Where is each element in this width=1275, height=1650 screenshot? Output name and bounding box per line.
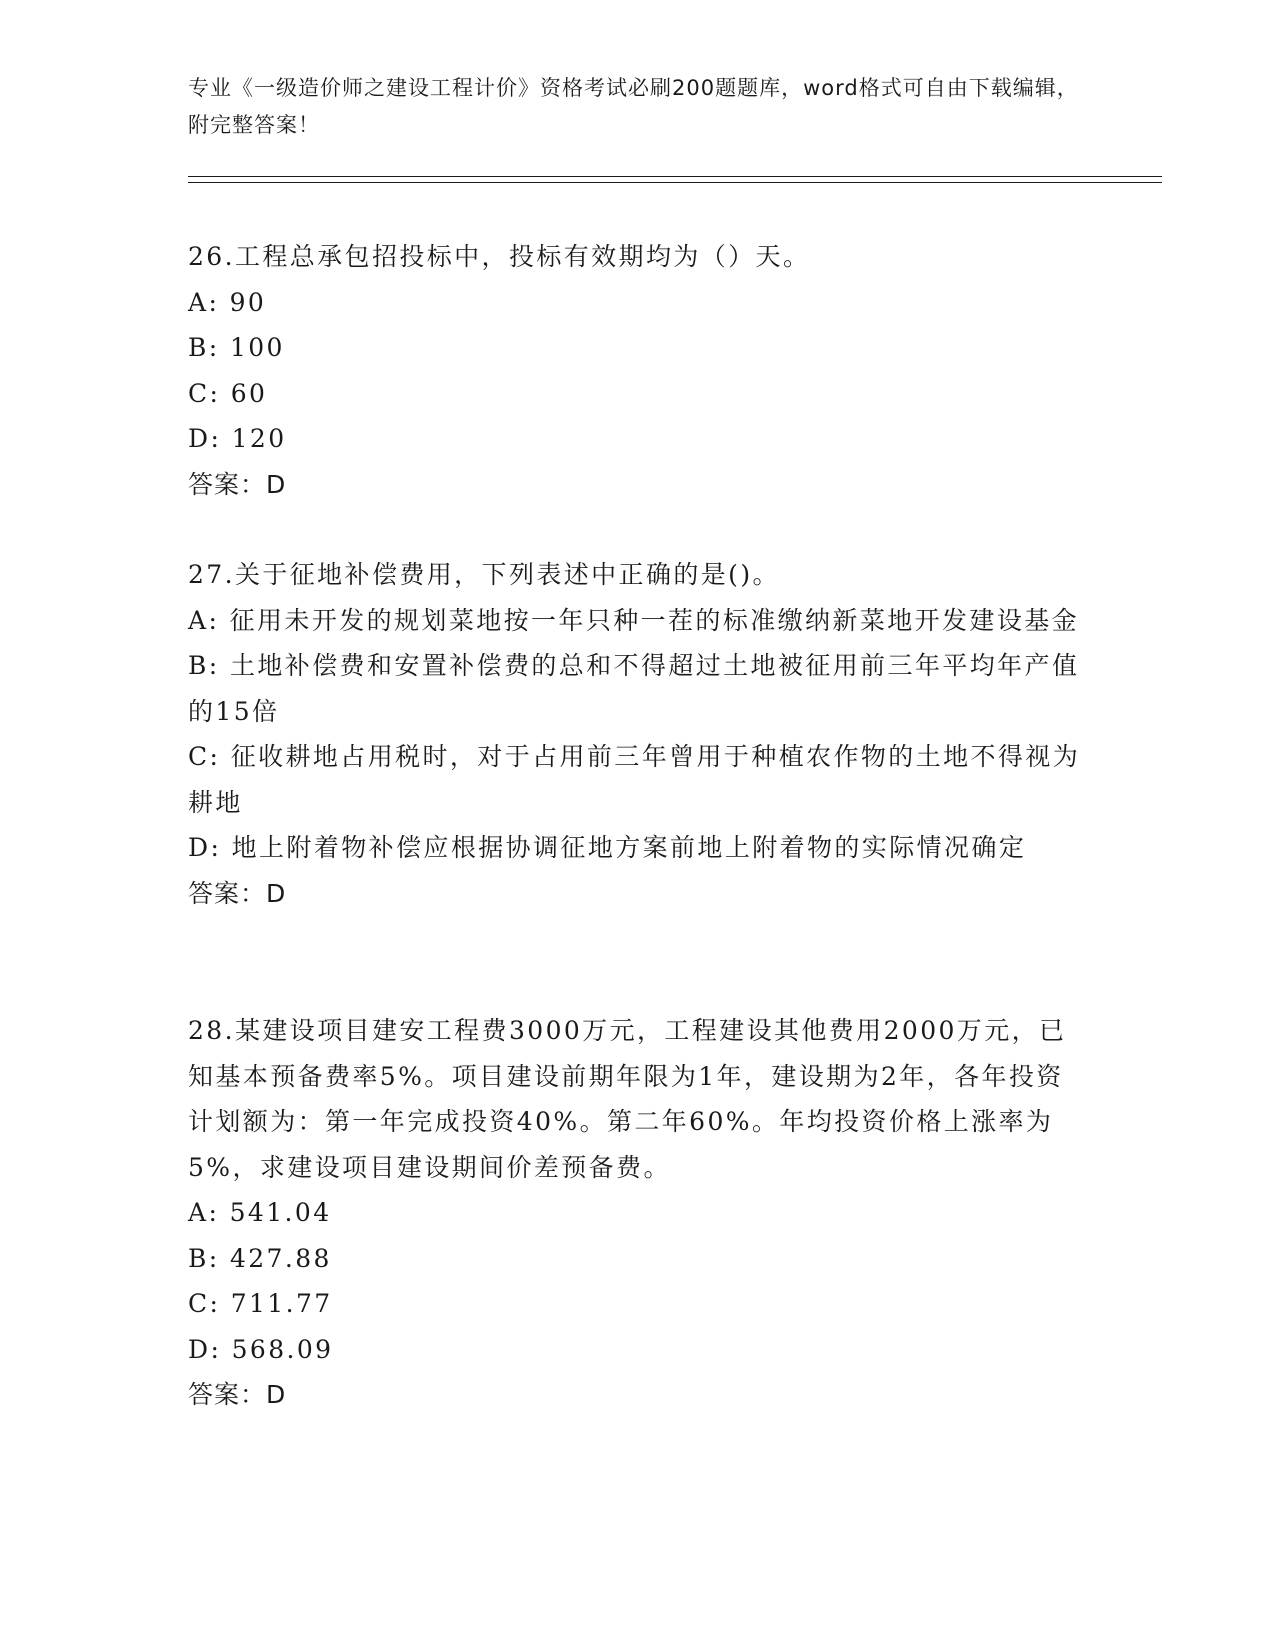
answer-line: 答案：D — [188, 878, 287, 908]
option-b: B: 土地补偿费和安置补偿费的总和不得超过土地被征用前三年平均年产值的15倍 — [188, 651, 1080, 726]
option-d: D: 120 — [188, 424, 287, 453]
answer-line: 答案：D — [188, 1380, 287, 1409]
option-c: C: 60 — [188, 378, 268, 408]
question-stem: 28.某建设项目建安工程费3000万元，工程建设其他费用2000万元，已知基本预备费率5%。项目建设前期年限为1年，建设期为2年，各年投资计划额为：第一年完成投资40%。第二年60%。年均投资价格上涨率为5%，求建设项目建设期间价差预备费。 — [188, 1016, 1067, 1182]
option-b: B: 427.88 — [188, 1243, 332, 1273]
option-a: A: 征用未开发的规划菜地按一年只种一茬的标准缴纳新菜地开发建设基金 — [188, 605, 1080, 635]
document-header: 专业《一级造价师之建设工程计价》资格考试必刷200题题库，word格式可自由下载编辑，附完整答案！ — [188, 76, 1079, 137]
option-c: C: 征收耕地占用税时，对于占用前三年曾用于种植农作物的土地不得视为耕地 — [188, 742, 1081, 817]
option-c: C: 711.77 — [188, 1289, 333, 1318]
answer-line: 答案：D — [188, 469, 287, 499]
option-a: A: 541.04 — [188, 1198, 332, 1227]
option-d: D: 568.09 — [188, 1334, 334, 1364]
option-b: B: 100 — [188, 333, 285, 362]
question-28 — [188, 1008, 1088, 1418]
option-a: A: 90 — [188, 287, 267, 317]
header-rule-top — [188, 176, 1162, 177]
question-26 — [188, 234, 1088, 507]
option-d: D: 地上附着物补偿应根据协调征地方案前地上附着物的实际情况确定 — [188, 833, 1027, 862]
question-stem: 27.关于征地补偿费用，下列表述中正确的是()。 — [188, 560, 780, 589]
question-stem: 26.工程总承包招投标中，投标有效期均为（）天。 — [188, 242, 811, 271]
question-27 — [188, 552, 1088, 916]
header-rule-bottom — [188, 182, 1162, 183]
